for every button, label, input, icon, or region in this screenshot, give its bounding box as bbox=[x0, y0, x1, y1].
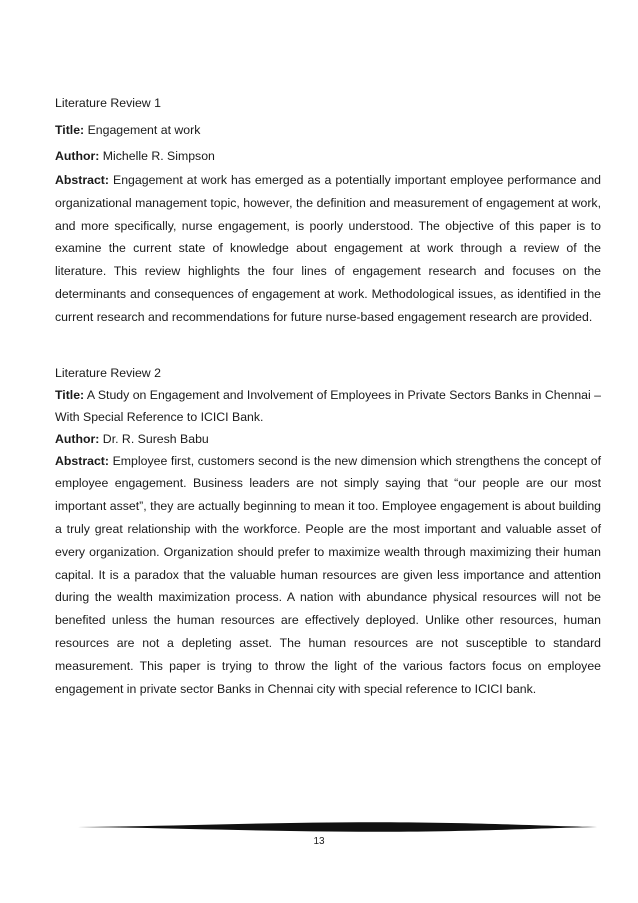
review-1-abstract bbox=[55, 169, 601, 329]
review-2-abstract bbox=[55, 450, 601, 701]
review-2-abstract-text: Employee first, customers second is the new dimension which strengthens the concept of employee engagement. Business leaders are not simply saying that “our people are our most important asset”, they are actually beginning to mean it too. Employee engagement is about building a truly great relationship with the workforce. People are the most important and valuable asset of every organization. Organization should prefer to maximize wealth through maximizing their human capital. It is a paradox that the valuable human resources are given less importance and attention during the wealth maximization process. A nation with abundance physical resources will not be benefited unless the human resources are effectively deployed. Unlike other resources, human resources are not a depleting asset. The human resources are not susceptible to standard measurement. This paper is trying to throw the light of the various factors focus on employee engagement in private sector Banks in Chennai city with special reference to ICICI bank. bbox=[55, 453, 601, 696]
review-1-author-value: Michelle R. Simpson bbox=[99, 149, 215, 163]
review-1-title bbox=[55, 117, 601, 143]
review-1-abstract-text: Engagement at work has emerged as a potentially important employee performance and organizational management topic, however, the definition and measurement of engagement at work, and more specifically, nurse engagement, is poorly understood. The objective of this paper is to examine the current state of knowledge about engagement at work through a review of the literature. This review highlights the four lines of engagement research and focuses on the determinants and consequences of engagement at work. Methodological issues, as identified in the current research and recommendations for future nurse-based engagement research are provided. bbox=[55, 173, 601, 324]
review-1-author-label: Author: bbox=[55, 149, 100, 163]
review-2-title-label: Title: bbox=[55, 387, 85, 402]
page-number: 13 bbox=[313, 836, 325, 847]
review-1-author bbox=[55, 143, 601, 169]
review-1-title-value: Engagement at work bbox=[84, 123, 201, 137]
review-2-heading: Literature Review 2 bbox=[55, 365, 161, 380]
literature-review-2 bbox=[55, 362, 601, 701]
review-2-author bbox=[55, 428, 601, 450]
review-1-heading: Literature Review 1 bbox=[55, 96, 161, 110]
review-1-title-label: Title: bbox=[55, 123, 85, 137]
review-2-abstract-label: Abstract: bbox=[55, 453, 109, 468]
review-2-author-value: Dr. R. Suresh Babu bbox=[99, 431, 209, 446]
review-2-title bbox=[55, 384, 601, 428]
footer-divider bbox=[54, 820, 602, 834]
page-content bbox=[55, 90, 601, 700]
review-2-author-label: Author: bbox=[55, 431, 100, 446]
section-spacer bbox=[55, 329, 601, 362]
literature-review-1 bbox=[55, 90, 601, 329]
review-2-title-value: A Study on Engagement and Involvement of Employees in Private Sectors Banks in Chennai – With Special Reference to ICICI Bank. bbox=[55, 387, 601, 424]
review-1-abstract-label: Abstract: bbox=[55, 173, 109, 187]
